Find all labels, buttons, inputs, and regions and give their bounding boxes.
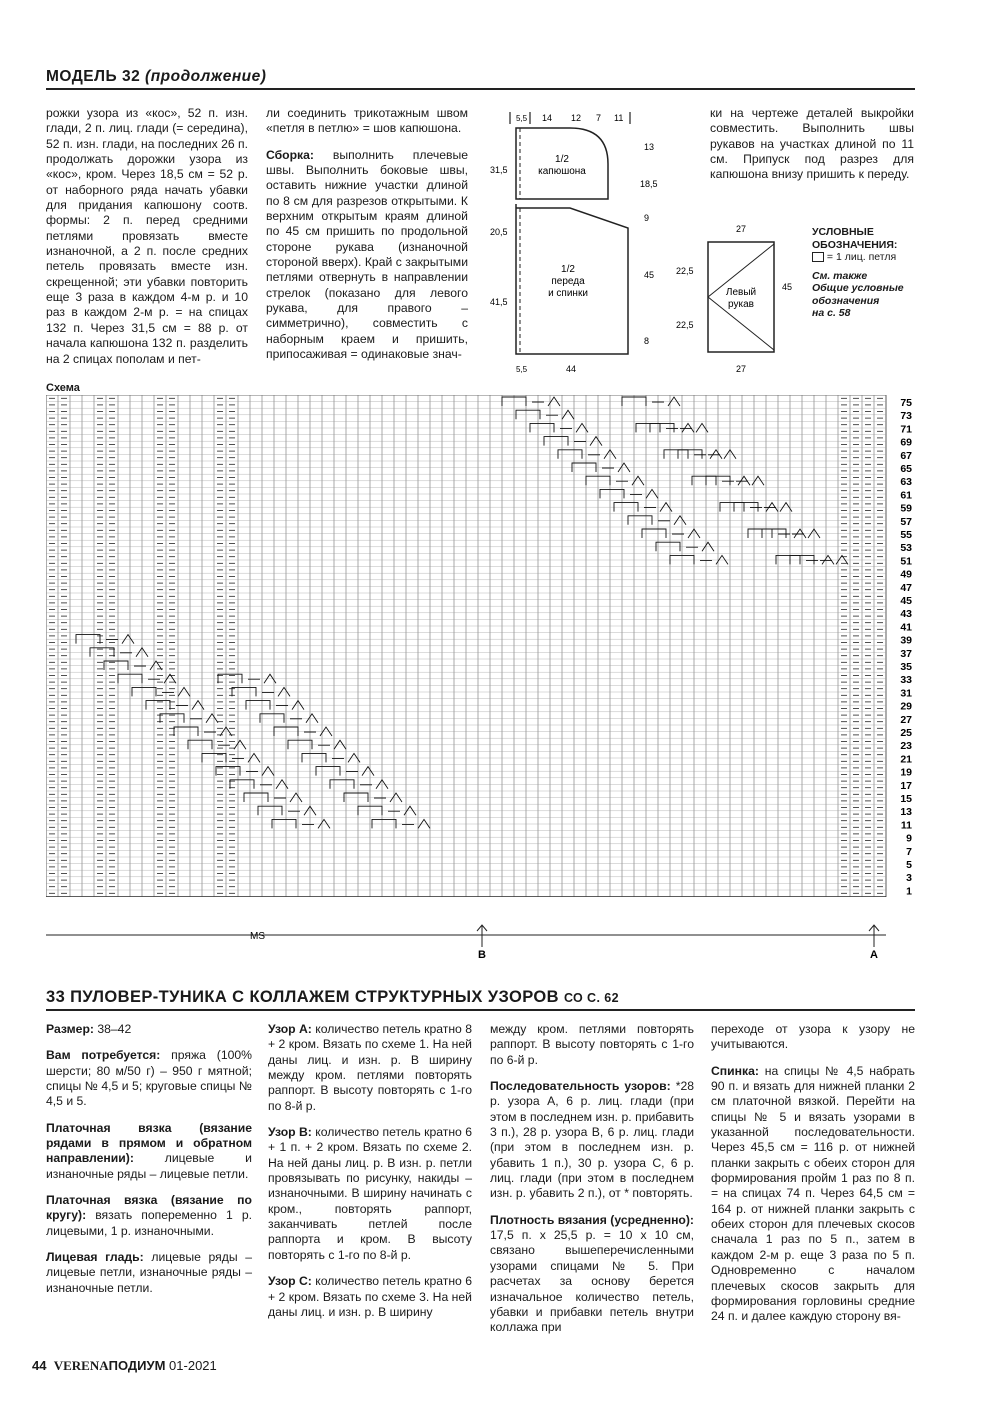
col1-text: рожки узора из «кос», 52 п. изн. глади, 2 п. лиц. глади (= середина), 52 п. изн. глади, на последних 26 п. продолжать дорожки узора из «кос», кром. Через 18,5 см = 52 р. от наборного ряда начать убавки для придания капюшону соотв. формы: 2 п. перед средними петлями провязать вместе изнаночной, а 2 п. после средних петель провязать вместе изн. скрещенной; эти убавки повторить еще 3 раза в каждом 4-м р. и 10 раз в каждом 2-м р. = на спицах 132 п. Через 31,5 см = 88 р. от начала капюшона 132 п. разделить на 2 спицах пополам и пет-: [46, 106, 249, 366]
pattern-a-text: количество петель кратно 8 + 2 кром. Вязать по схеме 1. На ней даны лиц. и изн. р. В ширину между кром. петлями повторять раппорт. В высоту повторять с 1-го по 8-й р.: [268, 1022, 472, 1113]
text-column-2: [266, 106, 468, 374]
section-column-1: [46, 1022, 252, 1307]
row-number: 15: [900, 793, 912, 805]
chart-caption: Схема: [46, 382, 80, 394]
row-number: 47: [900, 581, 912, 594]
ms-label: MS: [250, 931, 265, 942]
brand-podium: ПОДИУМ: [108, 1358, 166, 1373]
pattern-top-dimension-line: [510, 112, 630, 124]
row-number: 49: [900, 568, 912, 581]
header-rule: [46, 88, 915, 90]
row-number: 31: [900, 687, 912, 700]
sleeve-dim-right: 45: [782, 282, 793, 292]
section-rule: [46, 1009, 915, 1011]
hood-label-1: 1/2: [555, 154, 569, 165]
sleeve-dim-bottom: 27: [736, 364, 747, 374]
row-number: 65: [900, 463, 912, 475]
pattern-diagram: [480, 104, 810, 384]
garter2-label: Платочная вязка (вязание по кругу):: [46, 1193, 252, 1223]
back-label: Спинка:: [711, 1063, 759, 1078]
row-number: 13: [900, 806, 912, 819]
legend: [812, 226, 904, 320]
row-number: 51: [900, 555, 912, 568]
garter1-text: лицевые и изнаночные ряды – лицевые петли.: [46, 1151, 252, 1181]
row-number: 71: [900, 423, 912, 436]
row-number: 7: [906, 845, 912, 858]
row-number: 63: [900, 476, 912, 489]
density-text: 17,5 п. х 25,5 р. = 10 х 10 см, связано вышеперечисленными узорами спицами № 5. При расчетах за основу берется изначальное количество петель, убавки и прибавки петель внутри коллажа при: [490, 1228, 694, 1335]
row-number: 55: [900, 529, 912, 541]
model-continued: (продолжение): [145, 68, 267, 85]
issue-number: 01-2021: [169, 1358, 217, 1373]
dim-top-3: 12: [571, 113, 582, 123]
marker-b: B: [478, 949, 486, 961]
body-label-3: и спинки: [548, 288, 588, 299]
sleeve-dim-left-1: 22,5: [676, 266, 694, 276]
pattern-c-label: Узор С:: [268, 1274, 312, 1289]
col2-p1: ли соединить трикотажным швом «петля в петлю» = шов капюшона.: [266, 106, 468, 136]
legend-item-text: = 1 лиц. петля: [826, 251, 897, 263]
dim-right-5: 8: [644, 336, 650, 346]
back-para: [711, 1064, 915, 1325]
row-number: 41: [900, 621, 912, 634]
body-label-2: переда: [551, 276, 585, 287]
dim-right-2: 18,5: [640, 179, 658, 189]
sequence-label: Последовательность узоров:: [490, 1079, 671, 1094]
row-number: 33: [900, 674, 912, 687]
sleeve-label-2: рукав: [728, 299, 754, 310]
row-number: 9: [906, 832, 912, 845]
row-number: 19: [900, 766, 912, 779]
row-number: 25: [900, 727, 912, 739]
marker-a-arrow: [869, 925, 879, 947]
sequence-text: *28 р. узора А, 6 р. лиц. глади (при этом в последнем изн. р. прибавить 3 п.), 28 р. узора В, 6 р. лиц. глади (при этом в последнем изн. р. убавить 1 п.), 30 р. узора С, 6 р. лиц. глади (при этом в последнем изн. р. убавить 2 п.), от * повторять.: [490, 1079, 695, 1201]
dim-left-2: 20,5: [490, 227, 508, 237]
size-label: Размер:: [46, 1022, 94, 1036]
dim-top-1: 5,5: [516, 114, 528, 123]
pattern-b-label: Узор В:: [268, 1125, 312, 1140]
section-title-sub: СО С. 62: [563, 991, 619, 1005]
assembly-text: выполнить плечевые швы. Выполнить боковые швы, оставить нижние участки длиной по 8 см для разрезов открытыми. К верхним открытым краям длиной по 45 см пришить по продольной стороне рукава (изнаночной стороной вверх). Край с закрытыми петлями отвернуть в направлении стрелок (показано для левого рукава, для правого – симметрично), совместить с наборным краем и пришить, припосаживая = одинаковые знач-: [266, 147, 468, 362]
need-para: [46, 1048, 252, 1109]
stock-para: [46, 1250, 252, 1296]
row-number: 67: [900, 449, 912, 462]
page-footer: [32, 1358, 217, 1374]
chart-row-numbers: [900, 397, 912, 897]
need-text: пряжа (100% шерсти; 80 м/50 г) – 950 г мятной; спицы № 4,5 и 5; круговые спицы № 4,5 и 5.: [46, 1048, 252, 1109]
dim-top-2: 14: [542, 113, 553, 123]
row-number: 53: [900, 542, 912, 555]
row-number: 37: [900, 647, 912, 660]
row-number: 5: [906, 859, 912, 871]
row-number: 23: [900, 740, 912, 753]
marker-b-arrow: [477, 925, 487, 947]
row-number: 21: [900, 753, 912, 766]
density-label: Плотность вязания (усредненно):: [490, 1212, 694, 1227]
dim-top-5: 11: [614, 113, 624, 123]
col3-p1: между кром. петлями повторять раппорт. В высоту повторять с 1-го по 6-й р.: [490, 1022, 694, 1067]
brand-verena: VERENA: [53, 1358, 109, 1373]
sleeve-dim-left-2: 22,5: [676, 320, 694, 330]
legend-see-3: обозначения: [812, 294, 880, 307]
col4-text: ки на чертеже деталей выкройки совместить. Выполнить швы рукавов на участках длиной по 11 см. Припуск под разрез для капюшона внизу пришить к переду.: [710, 106, 914, 182]
section-column-3: [490, 1022, 694, 1347]
section-column-4: [711, 1022, 915, 1336]
section-column-2: [268, 1022, 472, 1331]
assembly-label: Сборка:: [266, 147, 314, 162]
row-number: 75: [900, 397, 912, 409]
dim-right-3: 9: [644, 213, 650, 223]
dim-bottom-2: 44: [566, 364, 577, 374]
pattern-c-para: [268, 1274, 472, 1320]
knitting-chart: [46, 395, 912, 965]
row-number: 57: [900, 515, 912, 528]
pattern-a-para: [268, 1022, 472, 1114]
garter1-label: Платочная вязка (вязание рядами в прямом и обратном направлении):: [46, 1120, 252, 1166]
model-title: МОДЕЛЬ 32: [46, 68, 141, 85]
legend-item: [812, 251, 904, 264]
row-number: 27: [900, 713, 912, 726]
need-label: Вам потребуется:: [46, 1048, 161, 1063]
stock-text: лицевые ряды – лицевые петли, изнаночные ряды – изнаночные петли.: [46, 1250, 252, 1295]
dim-left-1: 31,5: [490, 165, 508, 175]
sleeve-dim-top: 27: [736, 224, 747, 234]
garter2-para: [46, 1193, 252, 1239]
pattern-b-text: количество петель кратно 6 + 1 п. + 2 кром. Вязать по схеме 2. На ней даны лиц. р. В изн. р. петли провязывать по рисунку, накиды – изнаночными. В ширину начинать с кром., повторять раппорт, заканчивать петлей после раппорта и кром. В высоту повторять с 1-го по 8-й р.: [268, 1125, 472, 1262]
dim-right-1: 13: [644, 142, 655, 152]
size-value: 38–42: [93, 1022, 132, 1036]
row-number: 3: [906, 872, 912, 885]
sleeve-label-1: Левый: [725, 287, 757, 298]
pattern-a-label: Узор А:: [268, 1022, 312, 1036]
dim-left-3: 41,5: [490, 297, 508, 307]
dim-top-4: 7: [596, 113, 602, 123]
legend-see-2: Общие условные: [812, 282, 904, 294]
body-label-1: 1/2: [561, 264, 575, 275]
legend-title-1: УСЛОВНЫЕ: [812, 226, 874, 238]
stock-label: Лицевая гладь:: [46, 1250, 144, 1265]
row-number: 35: [900, 661, 912, 673]
size-para: [46, 1022, 252, 1037]
pattern-c-text: количество петель кратно 6 + 2 кром. Вязать по схеме 3. На ней даны лиц. и изн. р. В ширину: [268, 1274, 472, 1319]
garter2-text: вязать попеременно 1 р. лицевыми, 1 р. изнаночными.: [46, 1208, 252, 1238]
row-number: 1: [906, 885, 912, 898]
row-number: 61: [900, 489, 912, 502]
row-number: 17: [900, 779, 912, 792]
garter1-para: [46, 1121, 252, 1182]
hood-label-2: капюшона: [538, 166, 586, 177]
page-number: 44: [32, 1358, 47, 1373]
col2-p2: [266, 148, 468, 363]
legend-see-4: на с. 58: [812, 307, 851, 319]
section-title-text: 33 ПУЛОВЕР-ТУНИКА С КОЛЛАЖЕМ СТРУКТУРНЫХ УЗОРОВ: [46, 988, 559, 1006]
row-number: 69: [900, 436, 912, 449]
marker-a: A: [870, 949, 878, 961]
section-title: [46, 988, 619, 1007]
row-number: 39: [900, 634, 912, 647]
chart-grid: [46, 395, 886, 897]
row-number: 73: [900, 410, 912, 423]
row-number: 11: [900, 819, 912, 832]
dim-right-4: 45: [644, 270, 655, 280]
row-number: 43: [900, 608, 912, 621]
text-column-1: [46, 106, 248, 367]
pattern-b-para: [268, 1125, 472, 1263]
col4-p1: переходе от узора к узору не учитываются.: [711, 1022, 915, 1052]
back-text: на спицы № 4,5 набрать 90 п. и вязать для нижней планки 2 см платочной вязкой. Перейти на спицы № 5 и вязать узорами в указанной последовательности. Через 45,5 см = 116 р. от нижней планки закрыть с обеих сторон для формирования пройм 1 раз по 8 п. = на спицах 74 п. Через 64,5 см = 164 р. от нижней планки закрыть с обеих сторон для плечевых скосов сначала 1 раз по 5 п., затем в каждом 2-м р. еще 3 раза по 5 п. Одновременно с началом плечевых скосов закрыть для формирования горловины средние 24 п. и далее каждую сторону вя-: [711, 1063, 915, 1324]
legend-title-2: ОБОЗНАЧЕНИЯ:: [812, 238, 898, 251]
dim-bottom-1: 5,5: [516, 365, 528, 374]
knit-stitch-symbol: [812, 252, 824, 262]
sequence-para: [490, 1079, 694, 1202]
legend-see-1: См. также: [812, 269, 868, 282]
row-number: 45: [900, 595, 912, 607]
row-number: 59: [900, 502, 912, 515]
page-header: [46, 68, 266, 86]
row-number: 29: [900, 700, 912, 713]
density-para: [490, 1213, 694, 1336]
